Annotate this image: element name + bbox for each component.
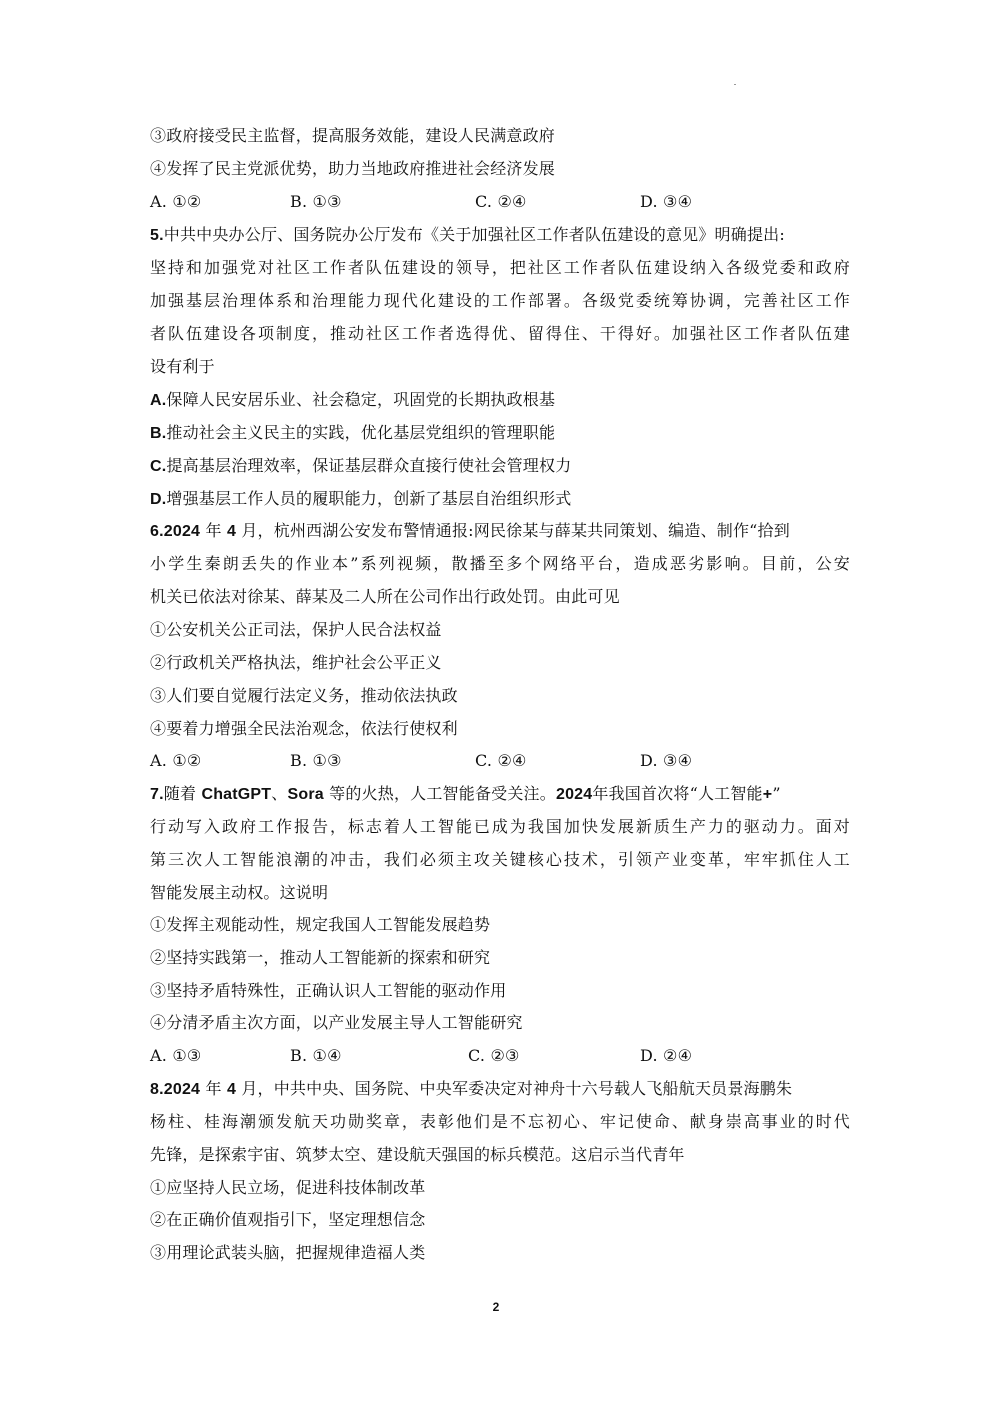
q8-stem-line-2: 杨柱、桂海潮颁发航天功勋奖章，表彰他们是不忘初心、牢记使命、献身崇高事业的时代	[150, 1112, 850, 1131]
q6-choice-b: B. ①③	[290, 751, 342, 770]
q5-option-c: C.提高基层治理效率，保证基层群众直接行使社会管理权力	[150, 456, 572, 475]
q6-statement-1: ①公安机关公正司法，保护人民合法权益	[150, 620, 442, 639]
q7-stem-line-1: 7.随着 ChatGPT、Sora 等的火热，人工智能备受关注。2024年我国首次将“人工智能+”	[150, 784, 781, 803]
q8-number: 8.	[150, 1081, 164, 1098]
q7-stem-line-4: 智能发展主动权。这说明	[150, 883, 329, 902]
q7-statement-2: ②坚持实践第一，推动人工智能新的探索和研究	[150, 948, 491, 967]
q5-option-a: A.保障人民安居乐业、社会稳定，巩固党的长期执政根基	[150, 390, 556, 409]
q4-choice-b: B. ①③	[290, 192, 342, 211]
q6-number: 6.	[150, 523, 164, 540]
q6-statement-2: ②行政机关严格执法，维护社会公平正义	[150, 653, 442, 672]
q5-stem-line-2: 坚持和加强党对社区工作者队伍建设的领导，把社区工作者队伍建设纳入各级党委和政府	[150, 258, 850, 277]
q7-stem-line-2: 行动写入政府工作报告，标志着人工智能已成为我国加快发展新质生产力的驱动力。面对	[150, 817, 850, 836]
q6-statement-3: ③人们要自觉履行法定义务，推动依法执政	[150, 686, 458, 705]
q7-choice-a: A. ①③	[150, 1046, 202, 1065]
q8-statement-2: ②在正确价值观指引下，坚定理想信念	[150, 1210, 426, 1229]
q7-choice-d: D. ②④	[640, 1046, 693, 1065]
q7-choice-b: B. ①④	[290, 1046, 342, 1065]
q6-choices	[150, 744, 850, 777]
q7-stem-line-3: 第三次人工智能浪潮的冲击，我们必须主攻关键核心技术，引领产业变革，牢牢抓住人工	[150, 850, 850, 869]
scan-speck	[734, 84, 736, 85]
q8-statement-3: ③用理论武装头脑，把握规律造福人类	[150, 1243, 426, 1262]
q5-option-d: D.增强基层工作人员的履职能力，创新了基层自治组织形式	[150, 489, 572, 508]
q6-choice-d: D. ③④	[640, 751, 693, 770]
q7-number: 7.	[150, 786, 164, 803]
q7-statement-3: ③坚持矛盾特殊性，正确认识人工智能的驱动作用	[150, 981, 507, 1000]
q7-choice-c: C. ②③	[468, 1046, 520, 1065]
q5-stem-line-3: 加强基层治理体系和治理能力现代化建设的工作部署。各级党委统筹协调，完善社区工作	[150, 291, 850, 310]
page-number: 2	[492, 1300, 500, 1314]
q4-choices	[150, 185, 850, 218]
q5-stem-line-1: 5.中共中央办公厅、国务院办公厅发布《关于加强社区工作者队伍建设的意见》明确提出:	[150, 225, 785, 244]
q6-choice-a: A. ①②	[150, 751, 202, 770]
q8-statement-1: ①应坚持人民立场，促进科技体制改革	[150, 1178, 426, 1197]
q8-stem-line-3: 先锋，是探索宇宙、筑梦太空、建设航天强国的标兵模范。这启示当代青年	[150, 1145, 685, 1164]
q4-choice-d: D. ③④	[640, 192, 693, 211]
q4-choice-a: A. ①②	[150, 192, 202, 211]
q6-stem-line-3: 机关已依法对徐某、薛某及二人所在公司作出行政处罚。由此可见	[150, 587, 620, 606]
q5-number: 5.	[150, 227, 164, 244]
q4-statement-4: ④发挥了民主党派优势，助力当地政府推进社会经济发展	[150, 159, 556, 178]
q5-option-b: B.推动社会主义民主的实践，优化基层党组织的管理职能	[150, 423, 556, 442]
q6-statement-4: ④要着力增强全民法治观念，依法行使权利	[150, 719, 458, 738]
q5-stem-line-4: 者队伍建设各项制度，推动社区工作者选得优、留得住、干得好。加强社区工作者队伍建	[150, 324, 850, 343]
q6-stem-line-1: 6.2024 年 4 月，杭州西湖公安发布警情通报:网民徐某与薛某共同策划、编造、制作“拾到	[150, 521, 790, 540]
q5-stem-line-5: 设有利于	[150, 357, 215, 376]
q7-statement-4: ④分清矛盾主次方面，以产业发展主导人工智能研究	[150, 1013, 523, 1032]
q7-statement-1: ①发挥主观能动性，规定我国人工智能发展趋势	[150, 915, 491, 934]
q7-choices	[150, 1039, 850, 1072]
q4-choice-c: C. ②④	[475, 192, 527, 211]
q6-stem-line-2: 小学生秦朗丢失的作业本”系列视频，散播至多个网络平台，造成恶劣影响。目前，公安	[150, 554, 850, 573]
q8-stem-line-1: 8.2024 年 4 月，中共中央、国务院、中央军委决定对神舟十六号载人飞船航天员景海鹏朱	[150, 1079, 793, 1098]
q4-statement-3: ③政府接受民主监督，提高服务效能，建设人民满意政府	[150, 126, 556, 145]
q6-choice-c: C. ②④	[475, 751, 527, 770]
